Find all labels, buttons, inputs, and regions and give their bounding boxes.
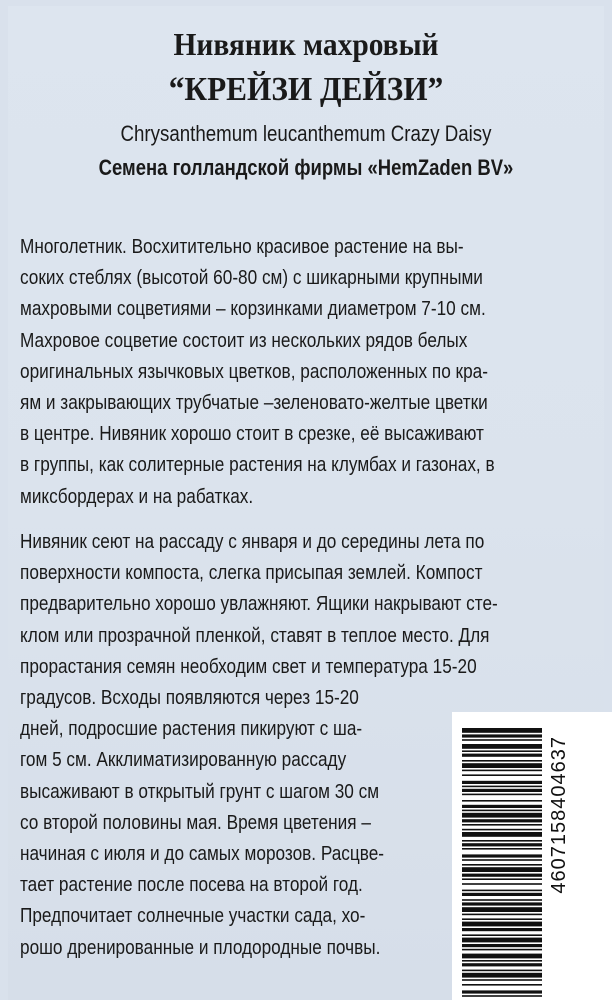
barcode-bar <box>462 960 542 962</box>
barcode-bar <box>462 829 542 831</box>
barcode-bar <box>462 794 542 796</box>
barcode-bar <box>462 754 542 757</box>
barcode-bar <box>462 963 542 966</box>
text-line: рошо дренированные и плодородные почвы. <box>20 936 381 959</box>
barcode-bar <box>462 843 542 846</box>
barcode-bar <box>462 934 542 936</box>
barcode-bar <box>462 832 542 837</box>
variety-name: “КРЕЙЗИ ДЕЙЗИ” <box>168 71 444 108</box>
barcode-bar <box>462 907 542 912</box>
barcode-bar <box>462 984 542 986</box>
barcode-bar <box>462 954 542 959</box>
barcode-digits: 4607158404637 <box>548 736 570 894</box>
barcode-bar <box>462 874 542 877</box>
barcode-bar <box>462 893 542 896</box>
text-line: ям и закрывающих трубчатые –зеленовато-желтые цветки <box>20 392 488 415</box>
latin-name: Chrysanthemum leucanthemum Crazy Daisy <box>120 121 492 146</box>
barcode-bar <box>462 990 542 993</box>
barcode-bar <box>462 824 542 826</box>
header <box>0 24 612 184</box>
barcode-bars <box>462 728 542 998</box>
barcode-bar <box>462 949 542 951</box>
text-line: Предпочитает солнечные участки сада, хо- <box>20 905 366 928</box>
text-line: клом или прозрачной пленкой, ставят в теплое место. Для <box>20 624 490 647</box>
text-line: Махровое соцветие состоит из нескольких рядов белых <box>20 329 468 352</box>
barcode-bar <box>462 774 542 776</box>
text-line: в центре. Нивяник хорошо стоит в срезке, её высаживают <box>20 423 484 446</box>
text-line: оригинальных язычковых цветков, расположенных по кра- <box>20 360 488 383</box>
text-line: высаживают в открытый грунт с шагом 30 см <box>20 780 380 803</box>
barcode-bar <box>462 928 542 931</box>
description-paragraph-2 <box>20 527 498 964</box>
barcode-bar <box>462 810 542 812</box>
barcode-bar <box>462 859 542 861</box>
barcode-bar <box>462 944 542 947</box>
text-line: Нивяник сеют на рассаду с января и до середины лета по <box>20 531 485 553</box>
barcode-bar <box>462 739 542 741</box>
barcode-bar <box>462 864 542 866</box>
text-line: соких стеблях (высотой 60-80 см) с шикарными крупными <box>20 267 483 290</box>
barcode-bar <box>462 750 542 752</box>
barcode-bar <box>462 970 542 972</box>
text-line: миксбордерах и на рабатках. <box>20 485 254 508</box>
barcode <box>452 712 612 1000</box>
text-line: тает растение после посева на второй год. <box>20 874 363 897</box>
barcode-bar <box>462 840 542 842</box>
text-line: прорастания семян необходим свет и температура 15-20 <box>20 655 477 678</box>
barcode-bar <box>462 899 542 901</box>
text-line: предварительно хорошо увлажняют. Ящики накрывают сте- <box>20 593 498 616</box>
plant-title: Нивяник махровый <box>173 26 439 62</box>
barcode-bar <box>462 728 542 733</box>
text-line: поверхности компоста, слегка присыпая землей. Компост <box>20 562 483 585</box>
description-paragraph-1 <box>20 232 495 513</box>
barcode-bar <box>462 734 542 737</box>
barcode-bar <box>462 763 542 768</box>
barcode-bar <box>462 938 542 943</box>
text-line: дней, подросшие растения пикируют с ша- <box>20 718 363 741</box>
text-line: Многолетник. Восхитительно красивое растение на вы- <box>20 236 464 258</box>
barcode-bar <box>462 878 542 880</box>
barcode-bar <box>462 813 542 818</box>
barcode-bar <box>462 781 542 784</box>
barcode-bar <box>462 848 542 850</box>
text-line: со второй половины мая. Время цветения – <box>20 811 371 834</box>
barcode-bar <box>462 819 542 822</box>
barcode-bar <box>462 922 542 927</box>
text-line: начиная с июля и до самых морозов. Расцве- <box>20 843 384 866</box>
barcode-bar <box>462 902 542 905</box>
barcode-bar <box>462 789 542 792</box>
barcode-bar <box>462 890 542 892</box>
barcode-bar <box>462 973 542 978</box>
barcode-bar <box>462 979 542 981</box>
barcode-bar <box>462 805 542 808</box>
barcode-bar <box>462 760 542 762</box>
text-line: в группы, как солитерные растения на клумбах и газонах, в <box>20 454 495 477</box>
text-line: махровыми соцветиями – корзинками диаметром 7-10 см. <box>20 298 486 321</box>
barcode-bar <box>462 800 542 802</box>
barcode-bar <box>462 918 542 920</box>
barcode-bar <box>462 786 542 788</box>
barcode-bar <box>462 770 542 772</box>
barcode-bar <box>462 867 542 872</box>
barcode-bar <box>462 914 542 916</box>
seed-supplier: Семена голландской фирмы «HemZaden BV» <box>98 155 514 180</box>
barcode-bar <box>462 744 542 749</box>
text-line: градусов. Всходы появляются через 15-20 <box>20 687 359 710</box>
barcode-bar <box>462 995 542 997</box>
text-line: гом 5 см. Акклиматизированную рассаду <box>20 749 347 772</box>
barcode-bar <box>462 883 542 885</box>
barcode-bar <box>462 854 542 857</box>
